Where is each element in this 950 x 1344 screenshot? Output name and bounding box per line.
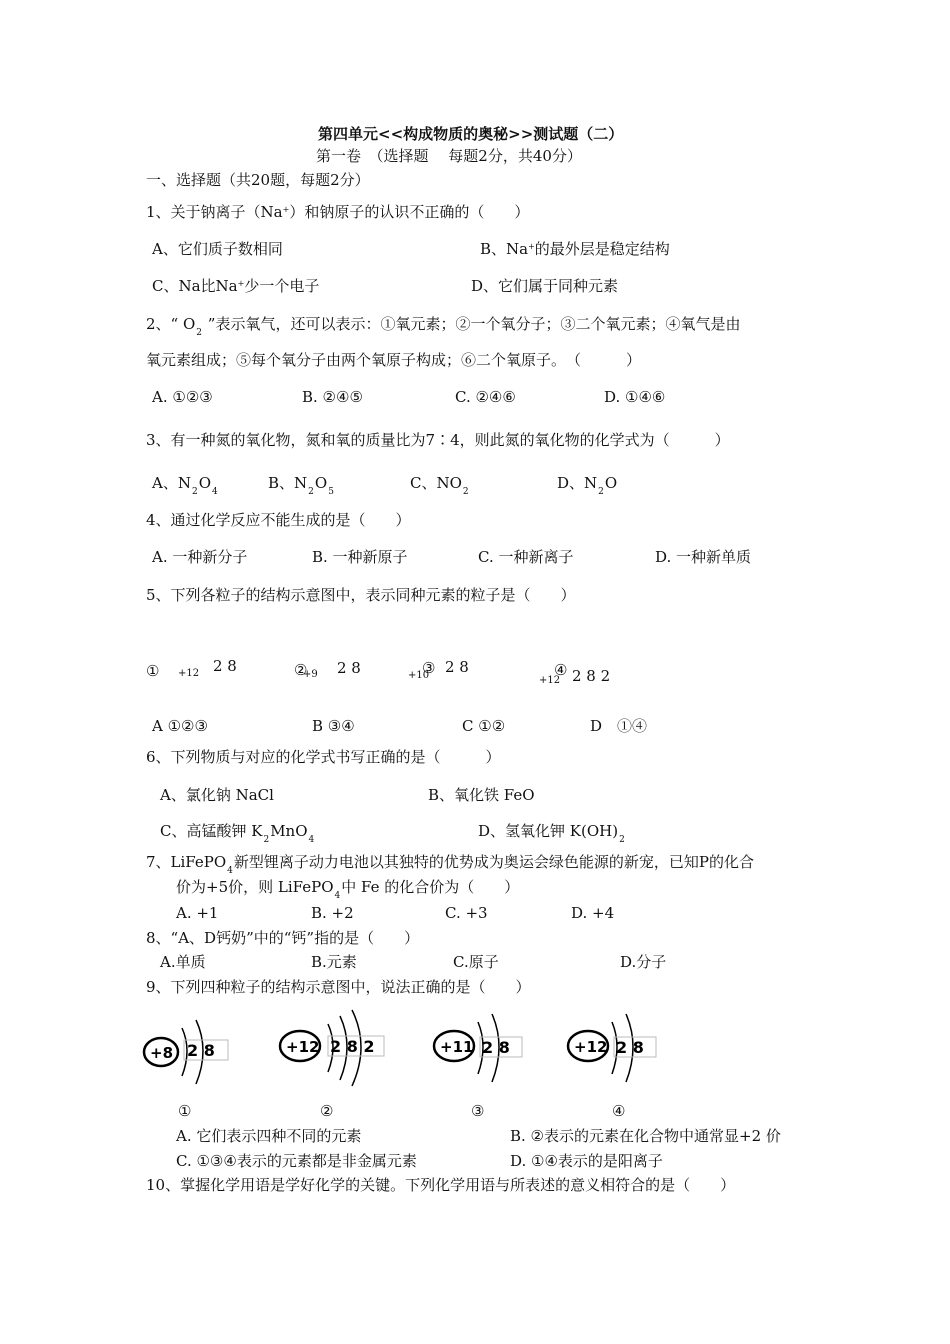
atom-diagram-magnesium: [276, 1010, 396, 1090]
q5-diagram-4-number: ④: [554, 661, 568, 679]
q6-c-a: C、高锰酸钾 K: [160, 822, 263, 840]
question-8: 8、“A、D钙奶”中的“钙”指的是（ ）: [146, 929, 420, 947]
q9-option-c[interactable]: C. ①③④表示的元素都是非金属元素: [176, 1152, 417, 1170]
page-title: 第四单元<<构成物质的奥秘>>测试题（二）: [318, 125, 624, 143]
q9-diagram-2-label: ②: [320, 1102, 334, 1120]
question-1: [146, 202, 529, 225]
q1-c-a: C、Na比Na: [152, 277, 238, 295]
q1-stem-sup: +: [282, 205, 290, 214]
q7-option-a[interactable]: A. +1: [176, 904, 219, 922]
q3-a-a: A、N: [152, 474, 191, 492]
question-2-line1: [146, 314, 740, 337]
q8-option-c[interactable]: C.原子: [453, 953, 499, 971]
q3-a-b: O: [198, 474, 212, 492]
q5-diagram-1-shells: 2 8: [213, 657, 237, 675]
q9-d3-shells: 2 8: [482, 1038, 510, 1057]
q7-option-d[interactable]: D. +4: [571, 904, 615, 922]
q3-option-b[interactable]: [268, 473, 335, 496]
q6-option-b[interactable]: B、氧化铁 FeO: [428, 786, 535, 804]
q7-l2-a: 价为+5价，则 LiFePO: [176, 878, 334, 896]
q6-option-d[interactable]: [478, 821, 626, 844]
q3-d-a: D、N: [557, 474, 598, 492]
q6-option-a[interactable]: A、氯化钠 NaCl: [160, 786, 274, 804]
q5-diagram-1-core: +12: [178, 668, 200, 679]
q1-b-b: 的最外层是稳定结构: [534, 240, 670, 258]
q2-l1-sub: 2: [196, 328, 203, 338]
q4-option-d[interactable]: D. 一种新单质: [655, 548, 752, 566]
q5-diagram-3-number: ③: [422, 659, 436, 677]
q3-a-s1: 2: [191, 487, 198, 497]
q7-option-c[interactable]: C. +3: [445, 904, 488, 922]
q5-option-b[interactable]: B ③④: [312, 717, 355, 735]
q9-d4-shells: 2 8: [616, 1038, 644, 1057]
q5-diagram-3-shells: 2 8: [445, 658, 469, 676]
question-6: 6、下列物质与对应的化学式书写正确的是（ ）: [146, 748, 501, 766]
q9-diagram-4-label: ④: [612, 1102, 626, 1120]
q9-diagram-3-label: ③: [471, 1102, 485, 1120]
question-5: 5、下列各粒子的结构示意图中，表示同种元素的粒子是（ ）: [146, 586, 576, 604]
atom-diagram-sodium: [430, 1010, 530, 1090]
q5-diagram-4-core: +12: [539, 675, 561, 686]
q9-d2-core: +12: [286, 1038, 320, 1056]
atom-diagram-magnesium-ion: [564, 1010, 664, 1090]
q9-d2-shells: 2 8 2: [330, 1037, 375, 1056]
q3-a-s2: 4: [212, 487, 218, 497]
q5-diagram-2-shells: 2 8: [337, 659, 361, 677]
q9-option-a[interactable]: A. 它们表示四种不同的元素: [176, 1127, 362, 1145]
q8-option-d[interactable]: D.分子: [620, 953, 667, 971]
q9-option-d[interactable]: D. ①④表示的是阳离子: [510, 1152, 663, 1170]
q7-l2-sub: 4: [334, 891, 341, 901]
q2-option-a[interactable]: A. ①②③: [152, 388, 213, 406]
q2-l1-b: ”表示氧气，还可以表示：①氧元素；②一个氧分子；③二个氧元素；④氧气是由: [203, 315, 741, 333]
q8-option-b[interactable]: B.元素: [311, 953, 357, 971]
q9-d1-core: +8: [150, 1044, 174, 1062]
q3-b-a: B、N: [268, 474, 308, 492]
q9-d3-core: +11: [440, 1038, 474, 1056]
q9-option-b[interactable]: B. ②表示的元素在化合物中通常显+2 价: [510, 1127, 781, 1145]
q2-l1-a: 2、“ O: [146, 315, 196, 333]
q3-b-s2: 5: [328, 487, 334, 497]
question-10: 10、掌握化学用语是学好化学的关键。下列化学用语与所表述的意义相符合的是（ ）: [146, 1176, 736, 1194]
q8-option-a[interactable]: A.单质: [160, 953, 206, 971]
q3-b-b: O: [314, 474, 328, 492]
q1-stem-a: 1、关于钠离子（Na: [146, 203, 283, 221]
q7-option-b[interactable]: B. +2: [311, 904, 354, 922]
q4-option-b[interactable]: B. 一种新原子: [312, 548, 408, 566]
q5-option-a[interactable]: A ①②③: [152, 717, 208, 735]
q3-option-d[interactable]: [557, 473, 617, 496]
section-heading: 一、选择题（共20题，每题2分）: [146, 171, 370, 189]
q1-option-c[interactable]: [152, 276, 319, 299]
q3-d-s1: 2: [598, 487, 604, 497]
q5-option-c[interactable]: C ①②: [462, 717, 506, 735]
atom-diagram-oxygen: [140, 1010, 240, 1090]
q6-d-s1: 2: [619, 835, 625, 845]
q6-d-a: D、氢氧化钾 K(OH): [478, 822, 619, 840]
q5-option-d[interactable]: D ①④: [590, 717, 648, 735]
q4-option-a[interactable]: A. 一种新分子: [152, 548, 248, 566]
q6-c-s1: 2: [263, 835, 270, 845]
q1-b-sup: +: [528, 242, 535, 251]
question-7-line2: [176, 877, 519, 900]
q1-option-d[interactable]: D、它们属于同种元素: [471, 277, 619, 295]
q5-diagram-2-number: ②: [294, 661, 308, 679]
q7-l1-b: 新型锂离子动力电池以其独特的优势成为奥运会绿色能源的新宠，已知P的化合: [233, 853, 755, 871]
q2-option-b[interactable]: B. ②④⑤: [302, 388, 363, 406]
question-7-line1: [146, 852, 754, 875]
question-4: 4、通过化学反应不能生成的是（ ）: [146, 511, 411, 529]
q9-diagram-1-label: ①: [178, 1102, 192, 1120]
question-2-line2: 氧元素组成；⑤每个氧分子由两个氧原子构成；⑥二个氧原子。 （ ）: [146, 351, 642, 369]
q1-c-sup: +: [237, 279, 245, 288]
page-subtitle: 第一卷 （选择题 每题2分，共40分）: [316, 147, 582, 165]
question-9: 9、下列四种粒子的结构示意图中，说法正确的是（ ）: [146, 978, 531, 996]
q5-diagram-4-shells: 2 8 2: [572, 667, 611, 685]
q6-c-b: MnO: [270, 822, 308, 840]
q3-d-b: O: [604, 474, 618, 492]
q1-option-b[interactable]: [480, 239, 670, 262]
q1-stem-b: ）和钠原子的认识不正确的（ ）: [289, 203, 530, 221]
q9-d1-shells: 2 8: [187, 1041, 215, 1060]
q3-c-a: C、NO: [410, 474, 462, 492]
q3-option-c[interactable]: [410, 473, 470, 496]
q2-option-c[interactable]: C. ②④⑥: [455, 388, 516, 406]
q5-diagram-3-core: +10: [408, 670, 430, 681]
q6-c-s2: 4: [308, 835, 315, 845]
q1-c-b: 少一个电子: [244, 277, 320, 295]
q6-option-c[interactable]: [160, 821, 315, 844]
q7-l1-sub: 4: [227, 866, 233, 876]
q4-option-c[interactable]: C. 一种新离子: [478, 548, 574, 566]
q9-d4-core: +12: [574, 1038, 608, 1056]
q3-c-s1: 2: [462, 487, 469, 497]
q7-l1-a: 7、LiFePO: [146, 853, 227, 871]
q5-diagram-2-core: +9: [303, 669, 318, 680]
q3-option-a[interactable]: [152, 473, 219, 496]
q3-b-s1: 2: [308, 487, 314, 497]
question-3: 3、有一种氮的氧化物，氮和氧的质量比为7∶4，则此氮的氧化物的化学式为（ ）: [146, 431, 730, 449]
q1-b-a: B、Na: [480, 240, 529, 258]
q5-diagram-1-number: ①: [146, 662, 160, 680]
q7-l2-b: 中 Fe 的化合价为（ ）: [341, 878, 520, 896]
q1-option-a[interactable]: A、它们质子数相同: [152, 240, 283, 258]
q2-option-d[interactable]: D. ①④⑥: [604, 388, 666, 406]
